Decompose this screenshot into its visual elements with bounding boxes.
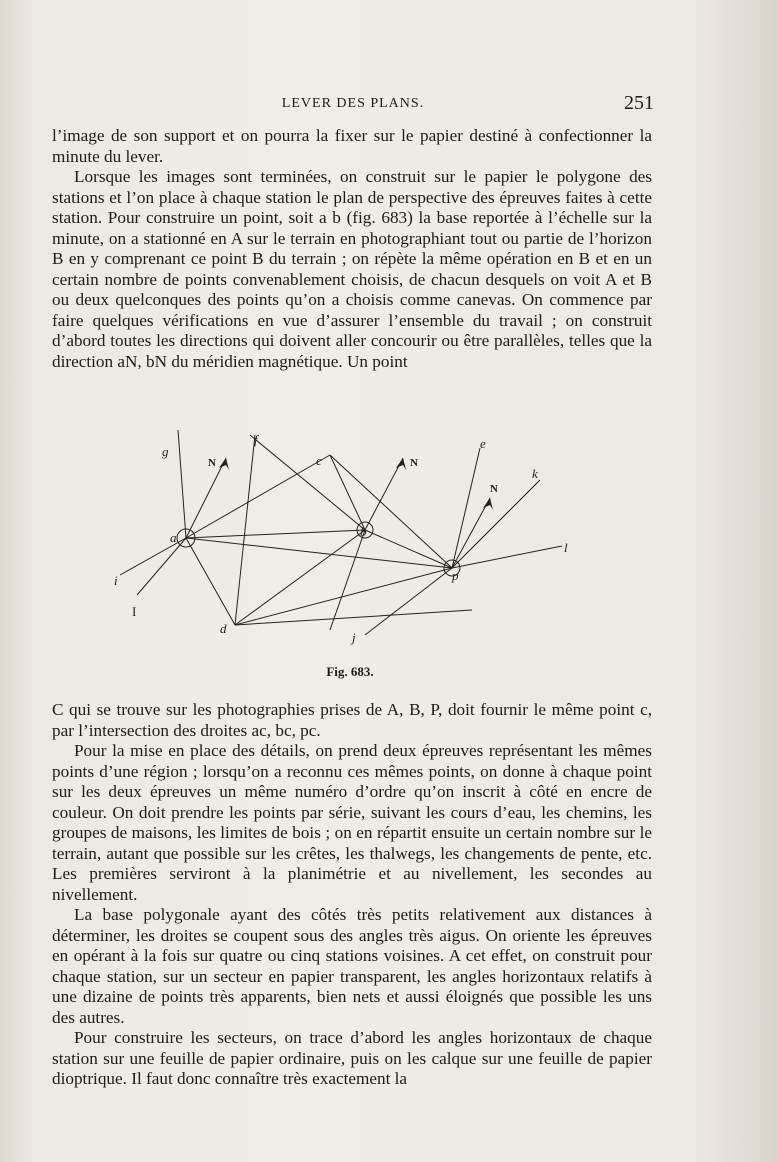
label-g: g [162,444,169,459]
arrow-heads [219,458,493,510]
label-d: d [220,621,227,636]
text-block-top [52,126,652,372]
label-N-p: N [490,483,498,495]
line-d-ext [235,610,472,625]
line-df [235,435,255,625]
ray-aI [137,538,186,595]
ray-pe [452,448,480,568]
line-ab [186,530,365,538]
paragraph: l’image de son support et on pourra la fixer sur le papier destiné à confectionner la minute du lever. [52,126,652,166]
paragraph: Lorsque les images sont terminées, on construit sur le papier le polygone des stations et l’on place à chaque station le plan de perspective des épreuves faites à cette station. Pour construire un point, soit a b (fig. 683) la base reportée à l’échelle sur la minute, on a stationné en A sur le terrain en photographiant tout ou partie de l’horizon B en y comprenant ce point B du terrain ; on répète la même opération en B et en un certain nombre de points convenablement choisis, de chacun desquels on voit A et B ou deux quelconques des points qu’on a choisis comme canevas. On commence par faire quelques vérifications en vue d’assurer l’ensemble du travail ; on construit d’abord toutes les directions qui doivent aller concourir ou être parallèles, telles que la direction aN, bN du méridien magnétique. Un point [52,167,652,371]
label-j: j [352,630,356,645]
label-i: i [114,573,118,588]
line-db [235,530,365,625]
page-number: 251 [624,92,654,114]
ray-pl [452,546,562,568]
meridian-b [365,458,403,530]
label-p: p [452,568,459,583]
label-k: k [532,466,538,481]
figure-683 [100,420,600,680]
ray-ag [178,430,186,538]
line-ad [186,538,235,625]
label-l: l [564,540,568,555]
paragraph: Pour construire les secteurs, on trace d’abord les angles horizontaux de chaque station sur une feuille de papier ordinaire, puis on les calque sur une feuille de papier dioptrique. Il faut donc connaître très exactement la [52,1028,652,1088]
figure-diagram [100,420,600,660]
ray-bf [250,435,365,530]
paragraph: C qui se trouve sur les photographies prises de A, B, P, doit fournir le même point c, par l’intersection des droites ac, bc, pc. [52,700,652,740]
label-e: e [480,436,486,451]
meridian-p [452,498,490,568]
ray-bc [330,455,365,530]
ray-pj [365,568,452,635]
page-header [52,94,654,120]
text-block-bottom [52,700,652,1090]
ray-pc [330,455,452,568]
paragraph: Pour la mise en place des détails, on prend deux épreuves représentant les mêmes points d’une région ; lorsqu’on a reconnu ces mêmes points, on donne à chaque point sur les deux épreuves un même numéro d’ordre qu’on inscrit à côté en encre de couleur. On doit prendre les points par série, suivant les cours d’eau, les chemins, les groupes de maisons, les limites de bois ; on en répartit ensuite un certain nombre sur le terrain, autant que possible sur les crêtes, les thalwegs, les changements de pente, etc. Les premières serviront à la planimétrie et au nivellement, les secondes au nivellement. [52,741,652,904]
running-head: LEVER DES PLANS. [281,96,425,111]
label-f: f [254,432,258,447]
label-c: c [316,453,322,468]
figure-caption: Fig. 683. [326,664,374,679]
figure-lines [120,430,562,635]
paragraph: La base polygonale ayant des côtés très petits relativement aux distances à déterminer, les droites se coupent sous des angles très aigus. On oriente les épreuves en opérant à la fois sur quatre ou cinq stations voisines. A cet effet, on construit pour chaque station, sur un secteur en papier transparent, les angles horizontaux relatifs à une dizaine de points très apparents, bien nets et aussi éloignés que possible les uns des autres. [52,905,652,1027]
label-I: I [132,604,137,619]
ray-b-down [330,530,365,630]
line-dp [235,568,452,625]
label-b: b [360,524,367,539]
label-N-b: N [410,457,418,469]
label-a: a [170,530,177,545]
label-N-a: N [208,457,216,469]
ray-bp [365,530,452,568]
